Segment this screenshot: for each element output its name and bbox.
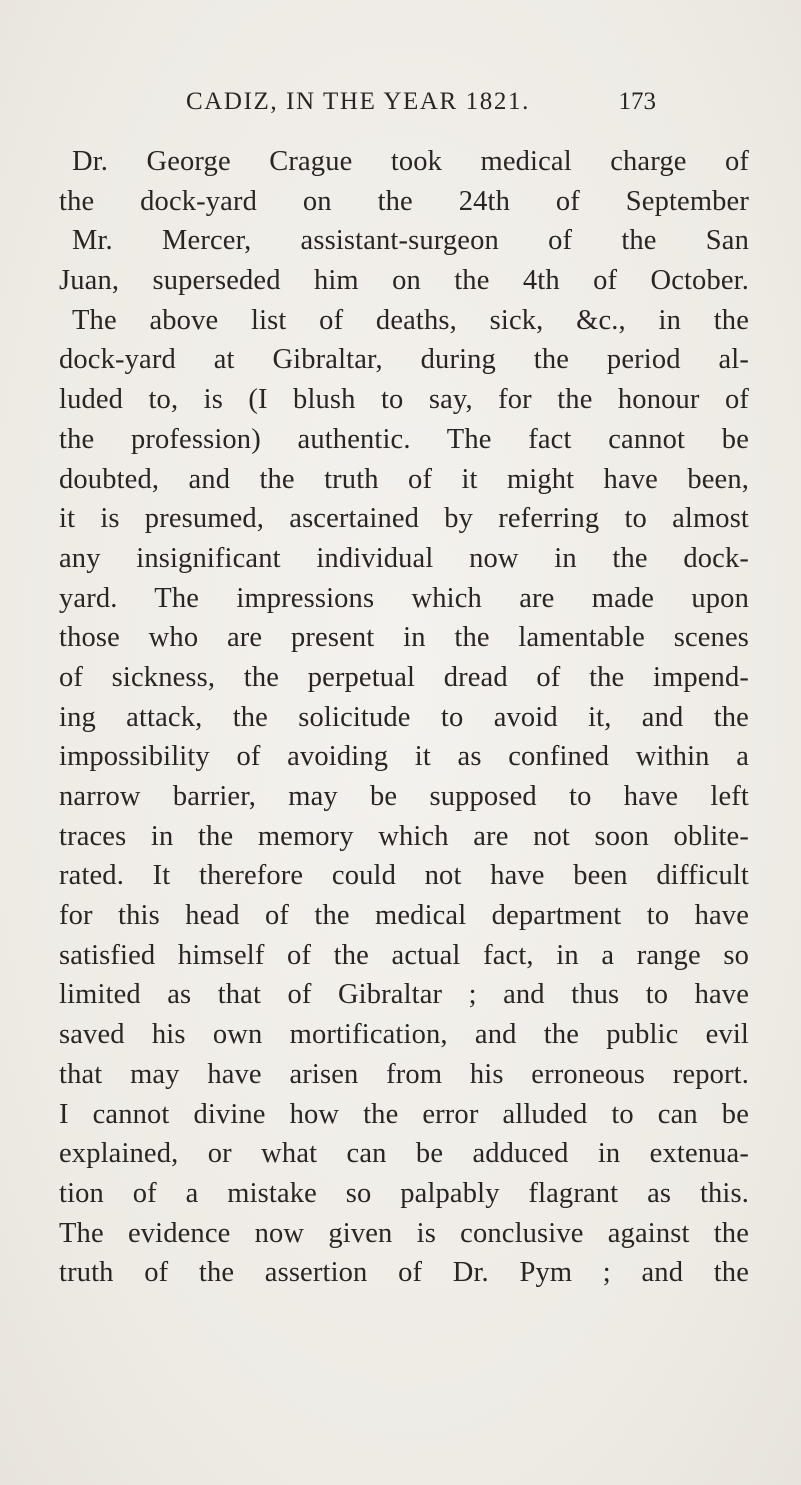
- text-line-28: The evidence now given is conclusive against the: [59, 1217, 749, 1249]
- text-line-6: dock-yard at Gibraltar, during the period al-: [59, 344, 749, 376]
- text-line-14: of sickness, the perpetual dread of the impend-: [59, 661, 749, 693]
- text-line-12: yard. The impressions which are made upon: [59, 582, 749, 614]
- text-line-2: the dock-yard on the 24th of September: [59, 185, 749, 217]
- text-line-5: The above list of deaths, sick, &c., in the: [72, 304, 749, 336]
- text-line-8: the profession) authentic. The fact cannot be: [59, 423, 749, 455]
- text-line-29: truth of the assertion of Dr. Pym ; and the: [59, 1257, 749, 1289]
- text-line-13: those who are present in the lamentable scenes: [59, 622, 749, 654]
- text-line-7: luded to, is (I blush to say, for the honour of: [59, 384, 749, 416]
- text-line-19: rated. It therefore could not have been difficult: [59, 860, 749, 892]
- text-line-17: narrow barrier, may be supposed to have left: [59, 781, 749, 812]
- text-line-22: limited as that of Gibraltar ; and thus to have: [59, 979, 749, 1011]
- text-line-26: explained, or what can be adduced in extenua-: [59, 1138, 749, 1170]
- text-line-23: saved his own mortification, and the public evil: [59, 1019, 749, 1051]
- text-line-4: Juan, superseded him on the 4th of October.: [59, 265, 749, 297]
- text-line-16: impossibility of avoiding it as confined within a: [59, 741, 749, 773]
- text-line-9: doubted, and the truth of it might have been,: [59, 463, 749, 495]
- text-line-24: that may have arisen from his erroneous report.: [59, 1058, 749, 1090]
- text-line-10: it is presumed, ascertained by referring to almost: [59, 503, 749, 535]
- body-text: [59, 142, 749, 1293]
- text-line-15: ing attack, the solicitude to avoid it, and the: [59, 701, 749, 733]
- text-line-20: for this head of the medical department to have: [59, 900, 749, 932]
- text-line-27: tion of a mistake so palpably flagrant as this.: [59, 1177, 749, 1209]
- running-title: CADIZ, IN THE YEAR 1821.: [186, 88, 530, 115]
- text-line-1: Dr. George Crague took medical charge of: [72, 146, 749, 177]
- text-line-3: Mr. Mercer, assistant-surgeon of the San: [72, 225, 749, 257]
- text-line-18: traces in the memory which are not soon oblite-: [59, 820, 749, 852]
- text-line-11: any insignificant individual now in the dock-: [59, 542, 749, 574]
- running-head: [186, 88, 656, 128]
- text-line-21: satisfied himself of the actual fact, in a range so: [59, 939, 749, 971]
- page-number: 173: [618, 88, 656, 115]
- text-line-25: I cannot divine how the error alluded to can be: [59, 1098, 749, 1130]
